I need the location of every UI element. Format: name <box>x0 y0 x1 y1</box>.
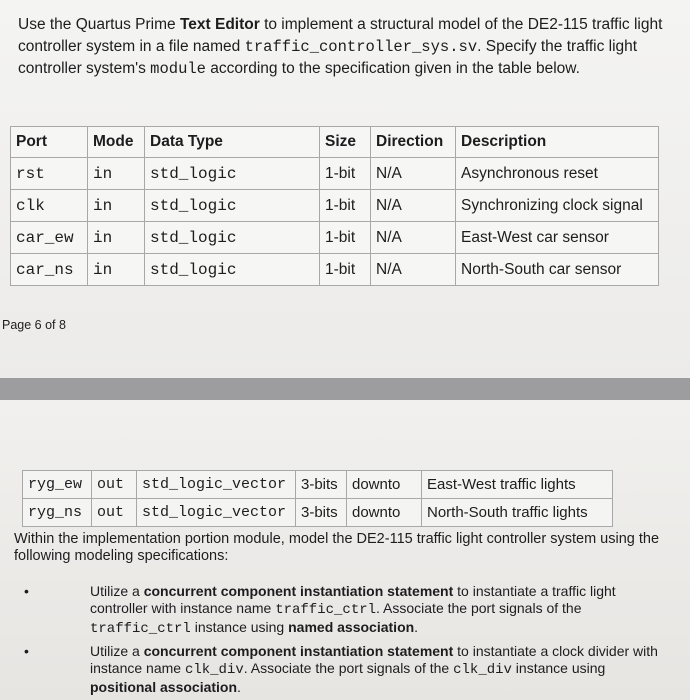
intro-text: according to the specification given in the table below. <box>205 60 580 77</box>
cell-size: 3-bits <box>296 499 347 527</box>
bullet-text <box>90 583 660 638</box>
cell-direction: N/A <box>371 190 456 222</box>
cell-description: North-South traffic lights <box>422 499 613 527</box>
instance-name: clk_div <box>184 662 244 678</box>
bullet-text-part: . Associate the port signals of the <box>243 660 454 676</box>
cell-description: Asynchronous reset <box>456 158 659 190</box>
cell-port: clk <box>11 190 88 222</box>
page-break <box>0 378 690 400</box>
intro-text: to implement a structural model of the DE2-115 traffic light controller system in a file named <box>18 16 663 55</box>
cell-direction: N/A <box>371 158 456 190</box>
page-footer: Page 6 of 8 <box>2 318 66 332</box>
cell-size: 1-bit <box>320 158 371 190</box>
cell-data-type: std_logic <box>145 222 320 254</box>
header-data-type: Data Type <box>145 127 320 158</box>
bullet-text-part: Utilize a <box>90 643 144 659</box>
bullet-bold-term: concurrent component instantiation statement <box>143 583 454 599</box>
cell-port: car_ns <box>11 254 88 286</box>
bullet-text-part: . <box>237 679 241 695</box>
cell-mode: in <box>88 190 145 222</box>
header-description: Description <box>456 127 659 158</box>
bullet-text-part: instance using <box>190 619 289 635</box>
instance-name: traffic_ctrl <box>275 602 377 618</box>
cell-data-type: std_logic <box>145 158 320 190</box>
cell-size: 1-bit <box>320 190 371 222</box>
bullet-text-part: . Associate the port signals of the <box>376 600 582 616</box>
table-row <box>23 499 613 527</box>
table-header-row <box>11 127 659 158</box>
bullet-text-part: . <box>414 619 419 635</box>
bullet-bold-term: positional association <box>90 679 238 695</box>
bullet-marker: • <box>24 583 29 599</box>
cell-port: ryg_ew <box>23 471 92 499</box>
bullet-text <box>90 643 660 696</box>
table-row <box>11 190 659 222</box>
cell-port: rst <box>11 158 88 190</box>
cell-description: Synchronizing clock signal <box>456 190 659 222</box>
bullet-text-part: Utilize a <box>90 583 144 599</box>
table-row <box>11 254 659 286</box>
cell-port: ryg_ns <box>23 499 92 527</box>
cell-mode: in <box>88 222 145 254</box>
bullet-bold-term: named association <box>288 619 415 635</box>
cell-data-type: std_logic_vector <box>137 499 296 527</box>
cell-mode: in <box>88 254 145 286</box>
cell-direction: downto <box>347 471 422 499</box>
module-keyword: module <box>150 60 206 78</box>
cell-description: North-South car sensor <box>456 254 659 286</box>
cell-data-type: std_logic_vector <box>137 471 296 499</box>
cell-description: East-West car sensor <box>456 222 659 254</box>
intro-text: Use the Quartus Prime <box>18 16 180 33</box>
table-row <box>11 158 659 190</box>
cell-mode: out <box>92 499 137 527</box>
implementation-paragraph: Within the implementation portion module, model the DE2-115 traffic light controller system using the following modeling specifications: <box>14 531 660 564</box>
bullet-text-part: instance using <box>511 660 606 676</box>
cell-size: 3-bits <box>296 471 347 499</box>
intro-paragraph <box>18 14 688 80</box>
cell-mode: in <box>88 158 145 190</box>
instance-name: traffic_ctrl <box>90 621 191 637</box>
port-spec-table <box>10 126 659 286</box>
cell-description: East-West traffic lights <box>422 471 613 499</box>
header-size: Size <box>320 127 371 158</box>
bullet-text-part: to instantiate a clock divider with instance name <box>90 643 658 676</box>
cell-port: car_ew <box>11 222 88 254</box>
table-row <box>11 222 659 254</box>
cell-direction: N/A <box>371 222 456 254</box>
cell-data-type: std_logic <box>145 254 320 286</box>
header-mode: Mode <box>88 127 145 158</box>
cell-direction: downto <box>347 499 422 527</box>
cell-mode: out <box>92 471 137 499</box>
cell-size: 1-bit <box>320 222 371 254</box>
file-name: traffic_controller_sys.sv <box>244 38 478 56</box>
instance-name: clk_div <box>453 662 512 678</box>
bullet-marker: • <box>24 643 29 659</box>
intro-text: . Specify the traffic light controller system's <box>18 38 638 77</box>
cell-data-type: std_logic <box>145 190 320 222</box>
header-direction: Direction <box>371 127 456 158</box>
text-editor-term: Text Editor <box>179 16 260 33</box>
table-row <box>23 471 613 499</box>
cell-direction: N/A <box>371 254 456 286</box>
bullet-bold-term: concurrent component instantiation statement <box>143 643 454 659</box>
cell-size: 1-bit <box>320 254 371 286</box>
bullet-text-part: to instantiate a traffic light controller with instance name <box>90 583 616 616</box>
header-port: Port <box>11 127 88 158</box>
port-spec-table-continued <box>22 470 613 527</box>
